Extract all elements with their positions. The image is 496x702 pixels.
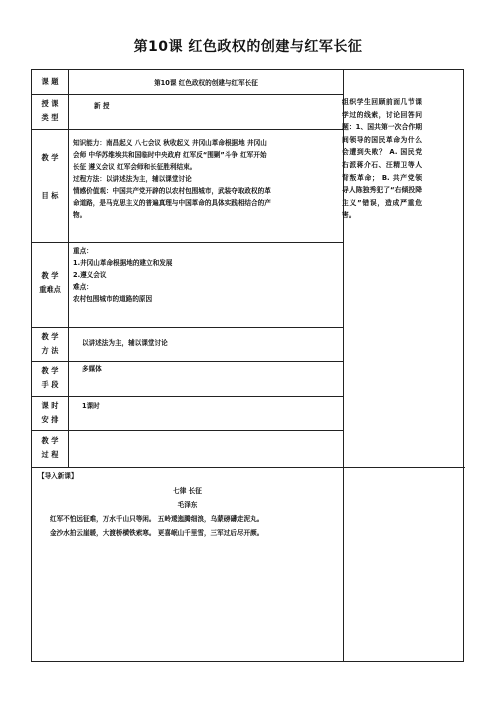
objectives-label-2: 目 标 (41, 191, 59, 200)
row-divider (32, 242, 343, 243)
key-points-line: 农村包围城市的道路的原因 (73, 295, 153, 303)
topic-label: 课 题 (41, 77, 59, 86)
lesson-type-label: 授 课 (41, 99, 59, 108)
poem-line: 红军不怕远征难，万水千山只等闲。 五岭逶迤腾细浪，乌蒙磅礴走泥丸。 (50, 515, 264, 523)
poem-title: 七律 长征 (173, 487, 202, 495)
page-title: 第10课 红色政权的创建与红军长征 (133, 39, 363, 55)
row-divider (32, 361, 343, 362)
lesson-type-value: 新 授 (94, 102, 110, 110)
row-divider (32, 467, 465, 468)
tools-label-2: 手 段 (41, 380, 59, 389)
objectives-line: 会师 中华苏维埃共和国临时中央政府 红军反“围剿”斗争 红军开始 (73, 151, 267, 159)
tools-value: 多媒体 (82, 365, 102, 373)
objectives-line: 情感价值观：中国共产党开辟的以农村包围城市，武装夺取政权的革 (73, 187, 271, 195)
methods-label-2: 方 法 (41, 346, 59, 355)
key-points-line: 2.遵义会议 (73, 271, 107, 279)
objectives-line: 命道路，是马克思主义的普遍真理与中国革命的具体实践相结合的产 (73, 199, 271, 207)
process-label-2: 过 程 (41, 450, 59, 459)
methods-label: 教 学 (41, 332, 59, 341)
objectives-label: 教 学 (41, 153, 59, 162)
objectives-line: 过程方法：以讲述法为主，辅以课堂讨论 (73, 175, 192, 183)
schedule-value: 1课时 (82, 402, 100, 410)
row-divider (32, 430, 343, 431)
objectives-line: 长征 遵义会议 红军会师和长征胜利结束。 (73, 163, 197, 171)
key-points-line: 1.井冈山革命根据地的建立和发展 (73, 259, 173, 267)
key-points-label-2: 重难点 (39, 285, 61, 294)
row-divider (32, 129, 343, 130)
row-divider (32, 396, 343, 397)
row-divider (32, 327, 343, 328)
teaching-note: 组织学生回顾前面几节课学过的线索，讨论回答问题：1、国共第一次合作期间领导的国民革命为什么会遭到失败？ A. 国民党右派蒋介石、汪精卫等人背叛革命； B. 共产党领导人陈独秀犯了“右倾投降主义”错误，造成严重危害。 (342, 98, 422, 220)
methods-value: 以讲述法为主，辅以课堂讨论 (82, 339, 168, 347)
objectives-line: 物。 (73, 211, 87, 219)
key-points-label: 教 学 (41, 271, 59, 280)
tools-label: 教 学 (41, 366, 59, 375)
lesson-type-label-2: 类 型 (41, 113, 59, 122)
topic-value: 第10课 红色政权的创建与红军长征 (154, 79, 258, 87)
schedule-label-2: 安 排 (41, 415, 59, 424)
objectives-line: 知识能力：南昌起义 八七会议 秋收起义 井冈山革命根据地 井冈山 (73, 139, 267, 147)
process-label: 教 学 (41, 436, 59, 445)
schedule-label: 课 时 (41, 401, 59, 410)
key-points-line: 重点： (73, 247, 93, 255)
poem-author: 毛泽东 (177, 501, 198, 509)
key-points-line: 难点： (73, 283, 93, 291)
row-divider (32, 94, 343, 95)
poem-line: 金沙水拍云崖暖，大渡桥横铁索寒。 更喜岷山千里雪，三军过后尽开颜。 (50, 529, 264, 537)
intro-heading: 【导入新课】 (38, 472, 78, 480)
